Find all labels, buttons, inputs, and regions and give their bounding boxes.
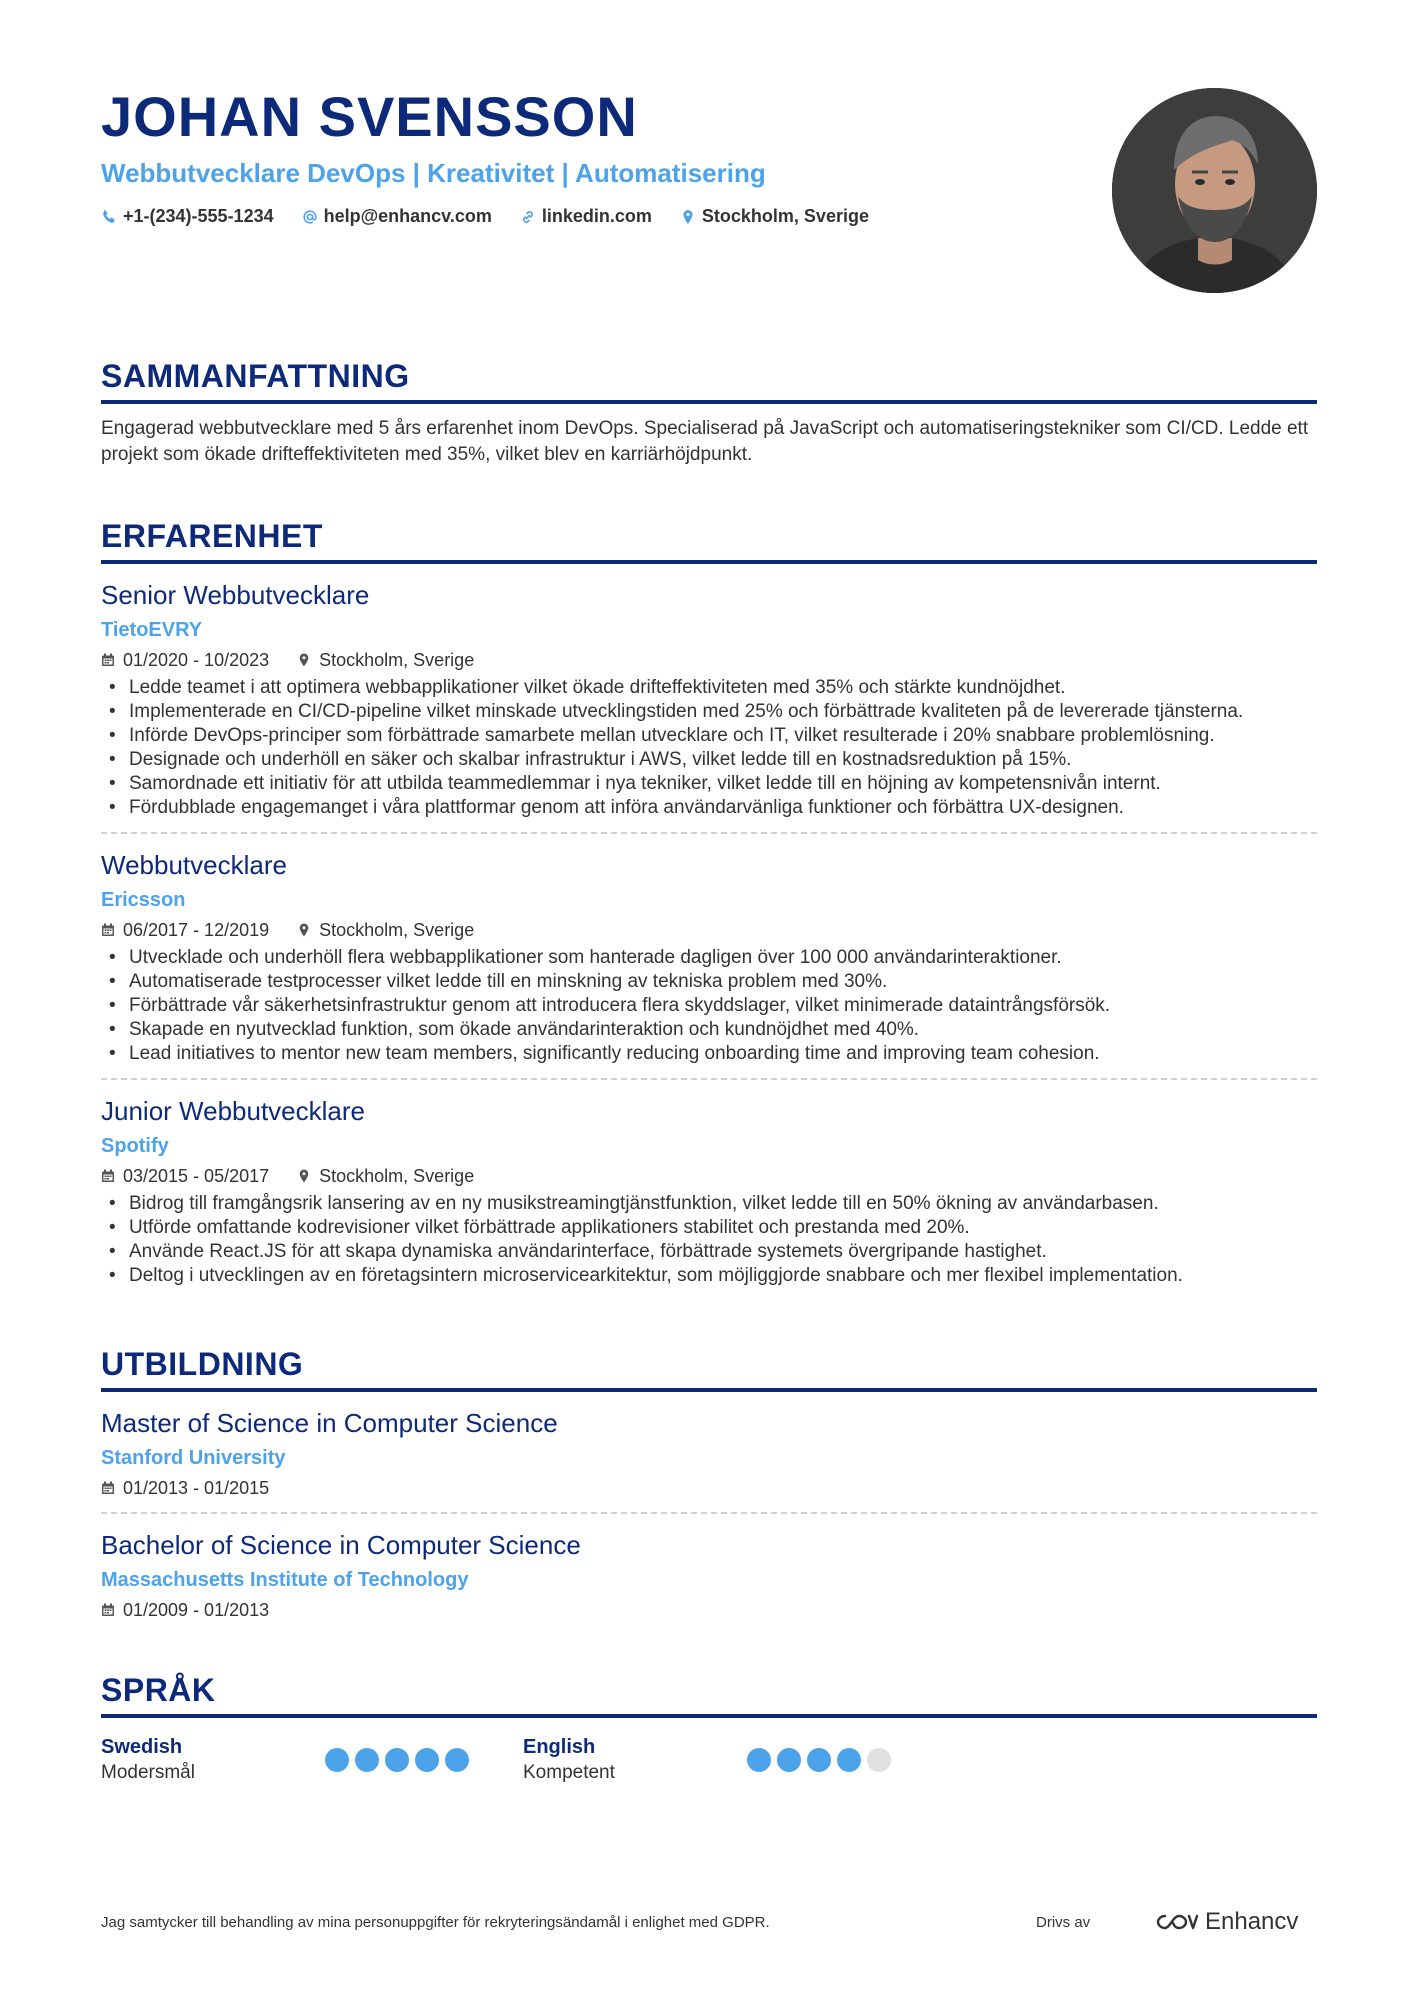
- job-location: [297, 1164, 474, 1188]
- languages-list: [101, 1734, 1317, 1786]
- contact-phone[interactable]: [101, 206, 274, 227]
- job-meta: [101, 1164, 1317, 1188]
- job-dates-text: 06/2017 - 12/2019: [123, 920, 270, 940]
- education-entry: [101, 1514, 1317, 1634]
- language-level: Kompetent: [523, 1762, 615, 1783]
- education-dates-text: 01/2013 - 01/2015: [123, 1478, 270, 1498]
- language-level: Modersmål: [101, 1762, 195, 1783]
- experience-entry: [101, 834, 1317, 1080]
- profile-photo: [1112, 88, 1317, 293]
- rating-dot-filled: [325, 1748, 349, 1772]
- linkedin-text: linkedin.com: [541, 206, 652, 226]
- job-location-text: Stockholm, Sverige: [319, 1166, 475, 1186]
- education-degree: Master of Science in Computer Science: [101, 1408, 558, 1438]
- calendar-icon: [101, 1169, 115, 1183]
- powered-by-label: Drivs av: [1036, 1914, 1091, 1931]
- bullet-item: • Lead initiatives to mentor new team members, significantly reducing onboarding time and improving team cohesion.: [101, 1042, 1317, 1066]
- experience-entry: [101, 564, 1317, 834]
- contact-location: [680, 206, 869, 227]
- job-dates-text: 03/2015 - 05/2017: [123, 1166, 270, 1186]
- languages-section: [101, 1670, 1317, 1786]
- resume-header: [101, 82, 1317, 312]
- job-dates: [101, 918, 269, 942]
- rating-dot-filled: [807, 1748, 831, 1772]
- calendar-icon: [101, 923, 115, 937]
- calendar-icon: [101, 653, 115, 667]
- summary-section: [101, 356, 1317, 468]
- contact-email[interactable]: [302, 206, 492, 227]
- bullet-item: • Designade och underhöll en säker och skalbar infrastruktur i AWS, vilket ledde till en kostnadsreduktion på 15%.: [101, 748, 1317, 772]
- language-text: [101, 1734, 325, 1786]
- job-role: Webbutvecklare: [101, 850, 287, 880]
- job-dates: [101, 1164, 269, 1188]
- calendar-icon: [101, 1603, 115, 1617]
- bullet-item: • Deltog i utvecklingen av en företagsintern microservicearkitektur, som möjliggjorde snabbare och mer flexibel implementation.: [101, 1264, 1317, 1288]
- location-pin-icon: [680, 209, 696, 225]
- job-role: Senior Webbutvecklare: [101, 580, 370, 610]
- at-icon: [302, 209, 318, 225]
- candidate-name: JOHAN SVENSSON: [101, 85, 638, 148]
- rating-dot-filled: [747, 1748, 771, 1772]
- bullet-item: • Bidrog till framgångsrik lansering av en ny musikstreamingtjänstfunktion, vilket ledde till en 50% ökning av användarbasen.: [101, 1192, 1317, 1216]
- education-title: UTBILDNING: [101, 1344, 1317, 1392]
- language-item: [523, 1734, 945, 1786]
- link-icon: [520, 209, 536, 225]
- bullet-item: • Skapade en nyutvecklad funktion, som ökade användarinteraktion och kundnöjdhet med 40%.: [101, 1018, 1317, 1042]
- summary-text: Engagerad webbutvecklare med 5 års erfarenhet inom DevOps. Specialiserad på JavaScript och automatiseringstekniker som CI/CD. Ledde ett projekt som ökade drifteffektiviteten med 35%, vilket blev en karriärhöjdpunkt.: [101, 418, 1309, 465]
- job-bullets: [101, 1192, 1317, 1288]
- enhancv-brand-text: Enhancv: [1205, 1908, 1299, 1935]
- location-text: Stockholm, Sverige: [701, 206, 869, 226]
- language-rating: [325, 1748, 469, 1772]
- job-location: [297, 918, 474, 942]
- language-name: English: [523, 1736, 596, 1758]
- rating-dot-filled: [837, 1748, 861, 1772]
- gdpr-consent: Jag samtycker till behandling av mina personuppgifter för rekryteringsändamål i enlighet med GDPR.: [101, 1914, 770, 1931]
- job-meta: [101, 918, 1317, 942]
- experience-title: ERFARENHET: [101, 516, 1317, 564]
- job-company: Spotify: [101, 1135, 169, 1157]
- location-pin-icon: [297, 923, 311, 937]
- email-text: help@enhancv.com: [323, 206, 492, 226]
- bullet-item: • Förbättrade vår säkerhetsinfrastruktur genom att introducera flera skyddslager, vilket minimerade dataintrångsförsök.: [101, 994, 1317, 1018]
- bullet-item: • Använde React.JS för att skapa dynamiska användarinterface, förbättrade systemets övergripande hastighet.: [101, 1240, 1317, 1264]
- education-school: Stanford University: [101, 1447, 286, 1469]
- bullet-item: • Implementerade en CI/CD-pipeline vilket minskade utvecklingstiden med 25% och förbättrade kvaliteten på de levererade tjänsterna.: [101, 700, 1317, 724]
- avatar-portrait: [1112, 88, 1317, 293]
- education-entry: [101, 1392, 1317, 1514]
- job-company: TietoEVRY: [101, 619, 203, 641]
- experience-section: [101, 516, 1317, 1300]
- job-dates-text: 01/2020 - 10/2023: [123, 650, 270, 670]
- phone-text: +1-(234)-555-1234: [123, 206, 274, 226]
- job-location: [297, 648, 474, 672]
- rating-dot-filled: [415, 1748, 439, 1772]
- rating-dot-filled: [385, 1748, 409, 1772]
- job-bullets: [101, 946, 1317, 1066]
- phone-icon: [101, 209, 117, 225]
- calendar-icon: [101, 1481, 115, 1495]
- job-bullets: [101, 676, 1317, 820]
- education-meta: [101, 1476, 1317, 1500]
- experience-entry: [101, 1080, 1317, 1300]
- rating-dot-empty: [867, 1748, 891, 1772]
- language-text: [523, 1734, 747, 1786]
- bullet-item: • Automatiserade testprocesser vilket ledde till en minskning av tekniska problem med 30%.: [101, 970, 1317, 994]
- enhancv-brand[interactable]: [1153, 1908, 1298, 1936]
- education-degree: Bachelor of Science in Computer Science: [101, 1530, 581, 1560]
- resume-content: [101, 82, 1317, 1786]
- job-dates: [101, 648, 269, 672]
- education-dates-text: 01/2009 - 01/2013: [123, 1600, 270, 1620]
- bullet-item: • Fördubblade engagemanget i våra plattformar genom att införa användarvänliga funktioner och förbättra UX-designen.: [101, 796, 1317, 820]
- job-location-text: Stockholm, Sverige: [319, 650, 475, 670]
- job-role: Junior Webbutvecklare: [101, 1096, 365, 1126]
- language-rating: [747, 1748, 891, 1772]
- rating-dot-filled: [445, 1748, 469, 1772]
- bullet-item: • Ledde teamet i att optimera webbapplikationer vilket ökade drifteffektiviteten med 35% och stärkte kundnöjdhet.: [101, 676, 1317, 700]
- education-meta: [101, 1598, 1317, 1622]
- job-company: Ericsson: [101, 889, 186, 911]
- rating-dot-filled: [777, 1748, 801, 1772]
- contact-linkedin[interactable]: [520, 206, 652, 227]
- language-item: [101, 1734, 523, 1786]
- bullet-item: • Samordnade ett initiativ för att utbilda teammedlemmar i nya tekniker, vilket ledde till en höjning av kompetensnivån internt.: [101, 772, 1317, 796]
- location-pin-icon: [297, 1169, 311, 1183]
- bullet-item: • Utvecklade och underhöll flera webbapplikationer som hanterade dagligen över 100 000 användarinteraktioner.: [101, 946, 1317, 970]
- job-meta: [101, 648, 1317, 672]
- bullet-item: • Utförde omfattande kodrevisioner vilket förbättrade applikationers stabilitet och prestanda med 20%.: [101, 1216, 1317, 1240]
- education-dates: [101, 1598, 269, 1622]
- candidate-tagline: Webbutvecklare DevOps | Kreativitet | Automatisering: [101, 158, 766, 188]
- education-section: [101, 1344, 1317, 1634]
- bullet-item: • Införde DevOps-principer som förbättrade samarbete mellan utvecklare och IT, vilket resulterade i 20% snabbare problemlösning.: [101, 724, 1317, 748]
- enhancv-logo-icon: [1153, 1910, 1199, 1934]
- job-location-text: Stockholm, Sverige: [319, 920, 475, 940]
- education-dates: [101, 1476, 269, 1500]
- language-name: Swedish: [101, 1736, 183, 1758]
- languages-title: SPRÅK: [101, 1670, 1317, 1718]
- rating-dot-filled: [355, 1748, 379, 1772]
- resume-footer: [101, 1908, 1317, 1938]
- location-pin-icon: [297, 653, 311, 667]
- summary-title: SAMMANFATTNING: [101, 356, 1317, 404]
- education-school: Massachusetts Institute of Technology: [101, 1569, 469, 1591]
